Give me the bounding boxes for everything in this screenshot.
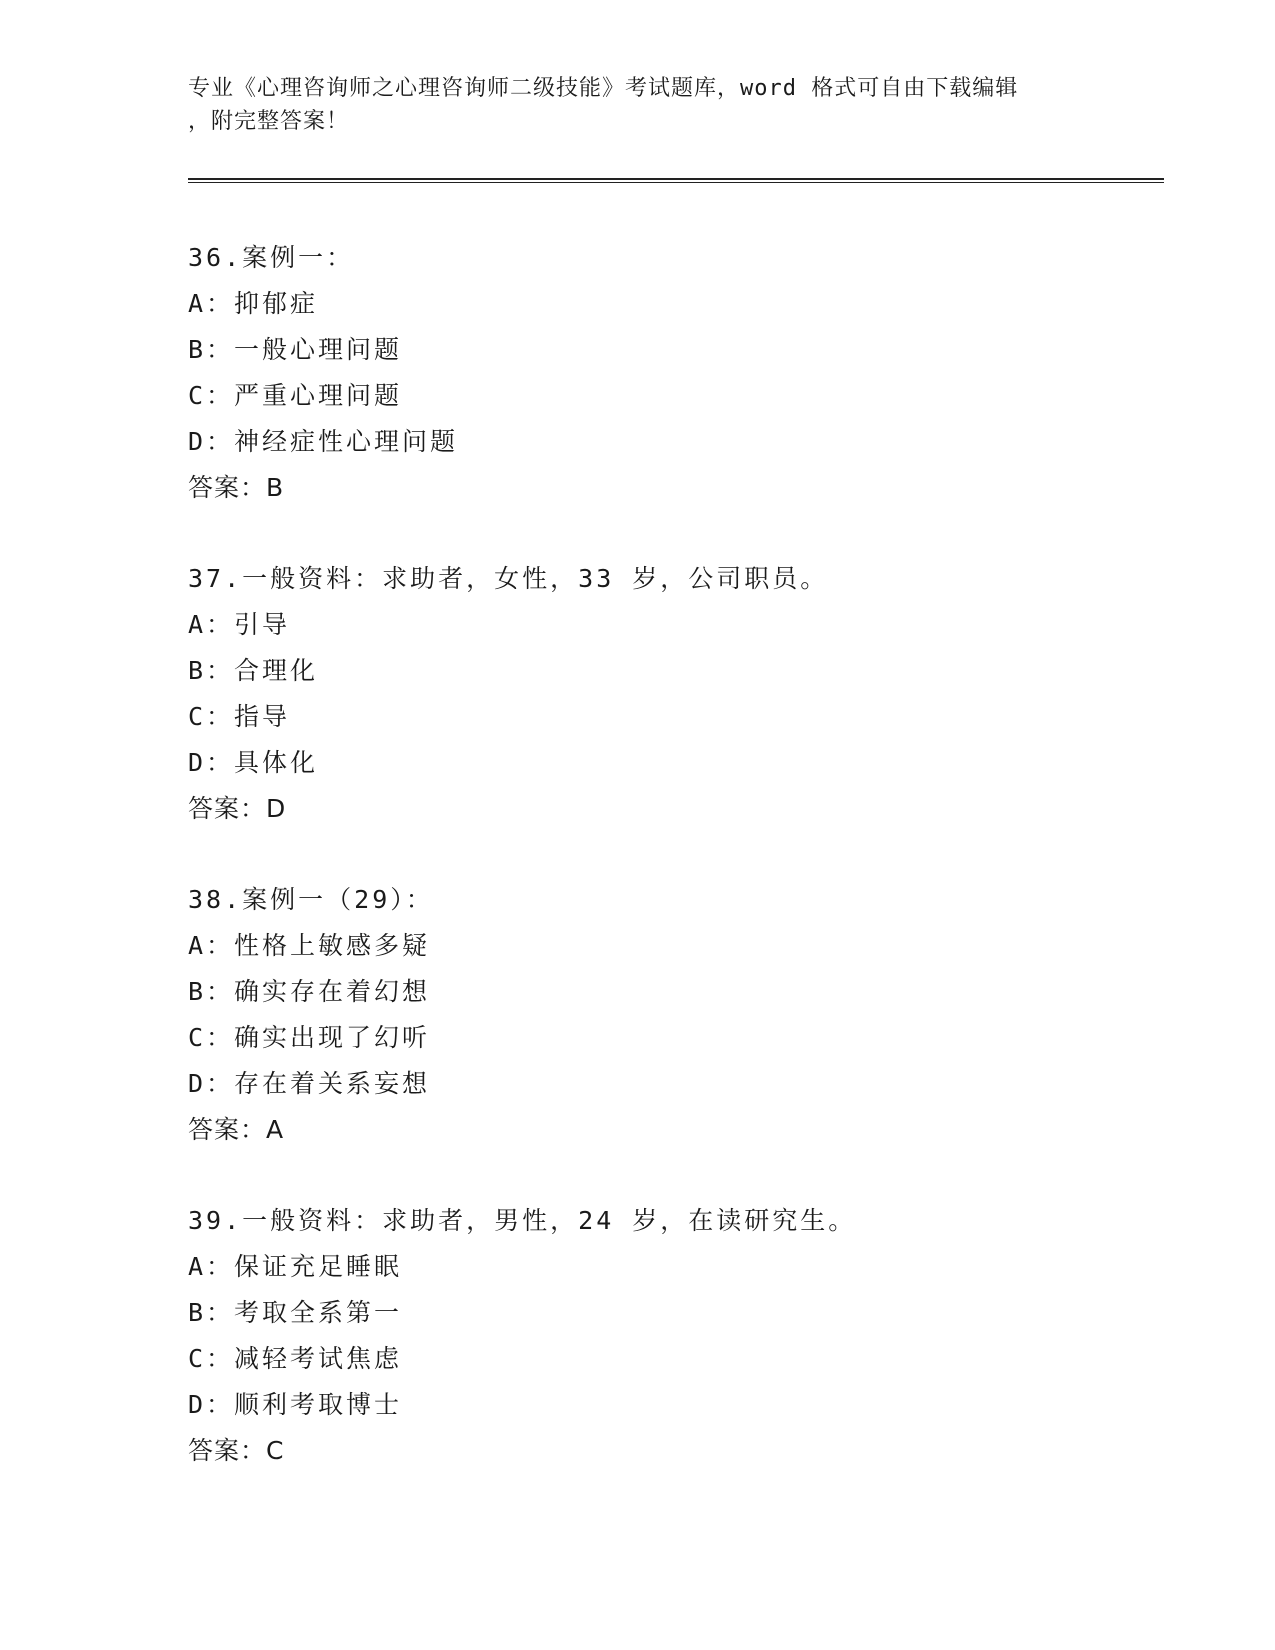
option-b: B：合理化 [188, 656, 319, 685]
question-stem: 37.一般资料：求助者，女性，33 岁，公司职员。 [188, 564, 829, 593]
question-stem: 38.案例一（29）： [188, 885, 434, 914]
answer-line: 答案：B [188, 473, 285, 502]
option-d: D：具体化 [188, 748, 319, 777]
option-b: B：一般心理问题 [188, 335, 403, 364]
question-39 [188, 1198, 1088, 1474]
option-a: A：性格上敏感多疑 [188, 931, 431, 960]
option-d: D：顺利考取博士 [188, 1390, 403, 1419]
answer-line: 答案：A [188, 1115, 285, 1144]
header-divider [188, 178, 1164, 183]
answer-line: 答案：D [188, 794, 287, 823]
option-d: D：存在着关系妄想 [188, 1069, 431, 1098]
option-a: A：保证充足睡眠 [188, 1252, 403, 1281]
option-a: A：抑郁症 [188, 289, 319, 318]
question-38 [188, 877, 1088, 1153]
question-stem: 39.一般资料：求助者，男性，24 岁，在读研究生。 [188, 1206, 857, 1235]
answer-line: 答案：C [188, 1436, 285, 1465]
option-a: A：引导 [188, 610, 291, 639]
option-c: C：指导 [188, 702, 291, 731]
question-stem: 36.案例一： [188, 243, 355, 272]
option-b: B：考取全系第一 [188, 1298, 403, 1327]
option-c: C：严重心理问题 [188, 381, 403, 410]
option-d: D：神经症性心理问题 [188, 427, 459, 456]
option-c: C：确实出现了幻听 [188, 1023, 431, 1052]
question-37 [188, 556, 1088, 832]
option-c: C：减轻考试焦虑 [188, 1344, 403, 1373]
document-header: 专业《心理咨询师之心理咨询师二级技能》考试题库，word 格式可自由下载编辑 ，附完整答案！ [188, 76, 1019, 134]
question-36 [188, 235, 1088, 511]
option-b: B：确实存在着幻想 [188, 977, 431, 1006]
